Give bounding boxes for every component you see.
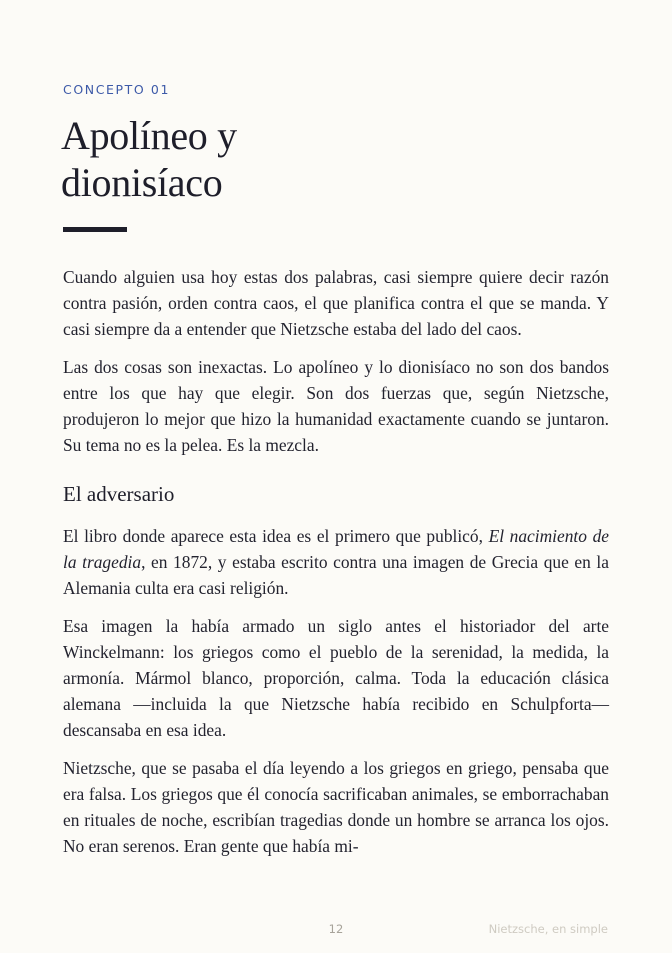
book-title-italic: El nacimiento de la tragedia (63, 526, 609, 572)
chapter-title-line-2: dionisíaco (61, 160, 223, 205)
paragraph-4: Esa imagen la había armado un siglo antes el historiador del arte Winckelmann: los griegos como el pueblo de la serenidad, la medida, la armonía. Mármol blanco, proporción, calma. Toda la educación clásica alemana —incluida la que Nietzsche había recibido en Schulpforta— descansaba en esa idea. (63, 616, 609, 740)
page-number: 12 (328, 922, 344, 936)
section-heading: El adversario (63, 482, 175, 506)
body-text (63, 264, 609, 859)
paragraph-2: Las dos cosas son inexactas. Lo apolíneo y lo dionisíaco no son dos bandos entre los que hay que elegir. Son dos fuerzas que, según Nietzsche, produjeron lo mejor que hizo la humanidad exactamente cuando se juntaron. Su tema no es la pelea. Es la mezcla. (63, 357, 609, 455)
paragraph-3-tail: , en 1872, y estaba escrito contra una imagen de Grecia que en la Alemania culta era casi religión. (63, 552, 609, 598)
chapter-title (61, 112, 601, 206)
title-rule (63, 227, 127, 232)
chapter-title-line-1: Apolíneo y (61, 113, 237, 158)
paragraph-3-lead: El libro donde aparece esta idea es el primero que publicó, (63, 526, 489, 546)
running-footer-title: Nietzsche, en simple (488, 922, 608, 936)
paragraph-5: Nietzsche, que se pasaba el día leyendo a los griegos en griego, pensaba que era falsa. Los griegos que él conocía sacrificaban animales, se emborrachaban en rituales de noche, escribían tragedias donde un hombre se arranca los ojos. No eran serenos. Eran gente que había mi- (63, 758, 609, 856)
paragraph-1: Cuando alguien usa hoy estas dos palabras, casi siempre quiere decir razón contra pasión, orden contra caos, el que planifica contra el que se manda. Y casi siempre da a entender que Nietzsche estaba del lado del caos. (63, 267, 609, 339)
paragraph-3 (63, 523, 609, 601)
chapter-eyebrow: CONCEPTO 01 (63, 82, 171, 97)
